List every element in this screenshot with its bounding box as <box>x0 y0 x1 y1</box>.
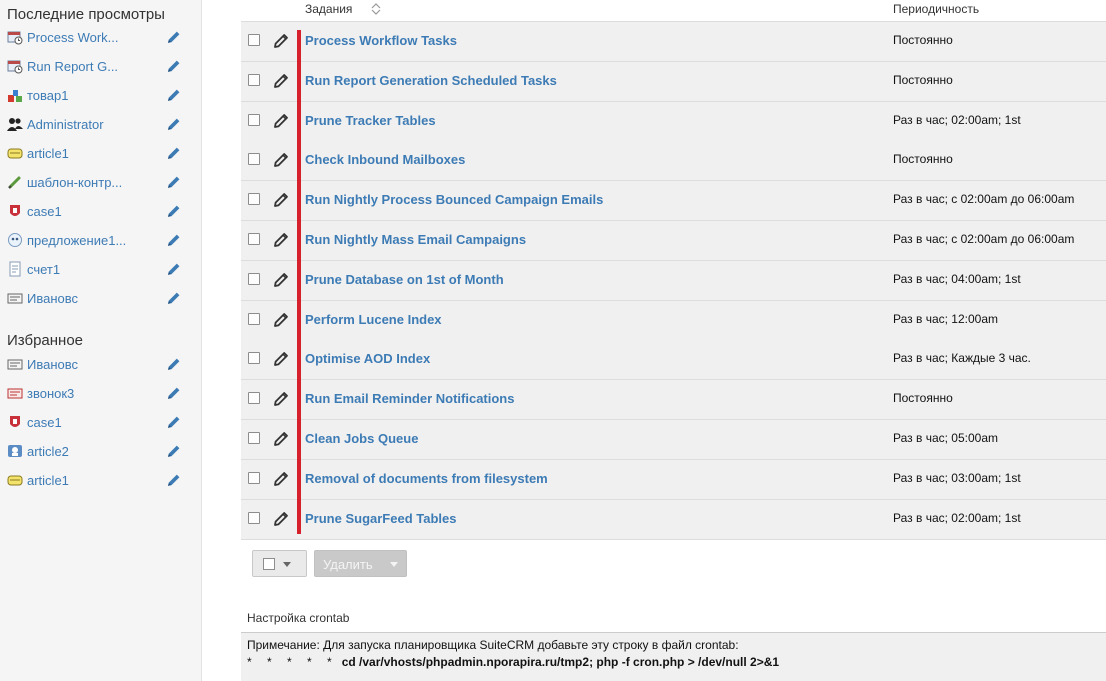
row-checkbox[interactable] <box>248 352 260 364</box>
table-row <box>241 181 1106 221</box>
sidebar-item[interactable] <box>0 113 200 135</box>
contact-card-icon <box>7 356 23 372</box>
task-frequency: Раз в час; 05:00am <box>893 431 998 445</box>
edit-pencil-icon[interactable] <box>272 271 290 289</box>
row-checkbox[interactable] <box>248 114 260 126</box>
row-checkbox[interactable] <box>248 472 260 484</box>
table-row <box>241 500 1106 540</box>
contact-card-icon <box>7 290 23 306</box>
sidebar-item[interactable] <box>0 469 200 491</box>
sidebar-item[interactable] <box>0 26 200 48</box>
edit-pencil-icon[interactable] <box>166 174 182 190</box>
scheduler-list-view <box>241 0 1106 681</box>
table-row <box>241 141 1106 181</box>
edit-pencil-icon[interactable] <box>166 472 182 488</box>
task-frequency: Постоянно <box>893 33 953 47</box>
table-row <box>241 261 1106 301</box>
edit-pencil-icon[interactable] <box>272 430 290 448</box>
table-header <box>241 0 1106 22</box>
sidebar-item-label[interactable]: article1 <box>27 472 69 488</box>
task-frequency: Раз в час; Каждые 3 час. <box>893 351 1031 366</box>
edit-pencil-icon[interactable] <box>166 58 182 74</box>
highlight-annotation-bar <box>297 30 301 534</box>
sidebar-item-label[interactable]: Ивановс <box>27 290 79 306</box>
quote-icon <box>7 232 23 248</box>
users-icon <box>7 116 23 132</box>
row-checkbox[interactable] <box>248 153 260 165</box>
bulk-select-dropdown[interactable] <box>252 550 307 577</box>
task-name-link[interactable]: Prune Database on 1st of Month <box>305 271 504 287</box>
task-name-link[interactable]: Prune SugarFeed Tables <box>305 510 457 526</box>
template-icon <box>7 174 23 190</box>
sidebar-item[interactable] <box>0 84 200 106</box>
kb-article-icon <box>7 145 23 161</box>
sidebar-item[interactable] <box>0 287 200 309</box>
table-row <box>241 380 1106 420</box>
select-all-checkbox[interactable] <box>263 558 275 570</box>
scheduler-icon <box>7 58 23 74</box>
sort-icon[interactable] <box>371 3 381 15</box>
edit-pencil-icon[interactable] <box>272 510 290 528</box>
product-icon <box>7 87 23 103</box>
edit-pencil-icon[interactable] <box>166 385 182 401</box>
task-name-link[interactable]: Check Inbound Mailboxes <box>305 152 466 168</box>
crontab-note: Примечание: Для запуска планировщика SuiteCRM добавьте эту строку в файл crontab: <box>247 638 739 652</box>
crontab-stars: * * * * * <box>247 655 338 669</box>
edit-pencil-icon[interactable] <box>166 356 182 372</box>
table-row <box>241 221 1106 261</box>
edit-pencil-icon[interactable] <box>272 32 290 50</box>
task-name-link[interactable]: Run Nightly Process Bounced Campaign Emails <box>305 192 604 208</box>
task-name-link[interactable]: Clean Jobs Queue <box>305 431 419 446</box>
favorites-title: Избранное <box>7 332 84 349</box>
row-checkbox[interactable] <box>248 233 260 245</box>
case-icon <box>7 414 23 430</box>
task-frequency: Постоянно <box>893 391 953 406</box>
sidebar-item[interactable] <box>0 171 200 193</box>
sidebar-item[interactable] <box>0 200 200 222</box>
sidebar-item[interactable] <box>0 382 200 404</box>
task-frequency: Раз в час; 04:00am; 1st <box>893 271 1021 286</box>
edit-pencil-icon[interactable] <box>166 116 182 132</box>
delete-button-label: Удалить <box>323 557 373 572</box>
row-checkbox[interactable] <box>248 193 260 205</box>
task-frequency: Раз в час; 02:00am; 1st <box>893 112 1021 127</box>
sidebar-item-label[interactable]: звонок3 <box>27 385 75 401</box>
sidebar-item-label[interactable]: Run Report G... <box>27 58 119 74</box>
sidebar-item-label[interactable]: case1 <box>27 414 62 430</box>
call-icon <box>7 385 23 401</box>
sidebar-item-label[interactable]: Process Work... <box>27 29 119 45</box>
edit-pencil-icon[interactable] <box>272 151 290 169</box>
task-name-link[interactable]: Process Workflow Tasks <box>305 33 457 48</box>
article-icon <box>7 443 23 459</box>
sidebar-item-label[interactable]: Ивановс <box>27 356 79 372</box>
edit-pencil-icon[interactable] <box>166 87 182 103</box>
task-name-link[interactable]: Run Report Generation Scheduled Tasks <box>305 72 557 88</box>
edit-pencil-icon[interactable] <box>166 414 182 430</box>
caret-down-icon <box>390 562 398 567</box>
row-checkbox[interactable] <box>248 273 260 285</box>
edit-pencil-icon[interactable] <box>166 145 182 161</box>
row-checkbox[interactable] <box>248 432 260 444</box>
row-checkbox[interactable] <box>248 34 260 46</box>
sidebar-item-label[interactable]: case1 <box>27 203 62 219</box>
edit-pencil-icon[interactable] <box>166 290 182 306</box>
sidebar-item-label[interactable]: счет1 <box>27 261 61 277</box>
table-row <box>241 22 1106 62</box>
task-frequency: Раз в час; с 02:00am до 06:00am <box>893 192 1075 207</box>
table-row <box>241 301 1106 341</box>
task-frequency: Постоянно <box>893 72 953 87</box>
table-row <box>241 102 1106 142</box>
task-frequency: Постоянно <box>893 152 953 167</box>
row-checkbox[interactable] <box>248 512 260 524</box>
task-name-link[interactable]: Optimise AOD Index <box>305 351 431 367</box>
case-icon <box>7 203 23 219</box>
sidebar-item-label[interactable]: Administrator <box>27 116 104 132</box>
edit-pencil-icon[interactable] <box>166 443 182 459</box>
column-header-task[interactable]: Задания <box>305 2 353 16</box>
task-name-link[interactable]: Removal of documents from filesystem <box>305 470 548 486</box>
edit-pencil-icon[interactable] <box>272 470 290 488</box>
sidebar-item[interactable] <box>0 258 200 280</box>
task-name-link[interactable]: Perform Lucene Index <box>305 311 442 327</box>
sidebar-item[interactable] <box>0 229 200 251</box>
row-checkbox[interactable] <box>248 313 260 325</box>
edit-pencil-icon[interactable] <box>272 231 290 249</box>
sidebar-item[interactable] <box>0 411 200 433</box>
edit-pencil-icon[interactable] <box>272 350 290 368</box>
edit-pencil-icon[interactable] <box>272 311 290 329</box>
crontab-command-line <box>247 655 779 669</box>
invoice-icon <box>7 261 23 277</box>
kb-article-icon <box>7 472 23 488</box>
task-frequency: Раз в час; с 02:00am до 06:00am <box>893 232 1075 246</box>
sidebar-item[interactable] <box>0 440 200 462</box>
task-name-link[interactable]: Run Nightly Mass Email Campaigns <box>305 232 527 247</box>
scheduler-icon <box>7 29 23 45</box>
edit-pencil-icon[interactable] <box>272 390 290 408</box>
task-name-link[interactable]: Run Email Reminder Notifications <box>305 391 515 407</box>
task-name-link[interactable]: Prune Tracker Tables <box>305 112 436 128</box>
edit-pencil-icon[interactable] <box>166 29 182 45</box>
sidebar-item-label[interactable]: article2 <box>27 443 69 459</box>
sidebar <box>0 0 202 681</box>
edit-pencil-icon[interactable] <box>166 261 182 277</box>
task-frequency: Раз в час; 02:00am; 1st <box>893 510 1021 525</box>
edit-pencil-icon[interactable] <box>272 72 290 90</box>
table-row <box>241 460 1106 500</box>
recently-viewed-title: Последние просмотры <box>7 6 165 23</box>
table-row <box>241 62 1106 102</box>
delete-button[interactable] <box>314 550 407 577</box>
sidebar-item[interactable] <box>0 55 200 77</box>
table-row <box>241 420 1106 460</box>
table-row <box>241 340 1106 380</box>
column-header-frequency: Периодичность <box>893 2 980 16</box>
caret-down-icon <box>283 562 291 567</box>
sidebar-item[interactable] <box>0 353 200 375</box>
sidebar-item-label[interactable]: товар1 <box>27 87 69 103</box>
sidebar-item-label[interactable]: article1 <box>27 145 69 161</box>
row-checkbox[interactable] <box>248 74 260 86</box>
sidebar-item-label[interactable]: предложение1... <box>27 232 127 248</box>
sidebar-item[interactable] <box>0 142 200 164</box>
sidebar-item-label[interactable]: шаблон-контр... <box>27 174 123 190</box>
crontab-command: cd /var/vhosts/phpadmin.nporapira.ru/tmp2; php -f cron.php > /dev/null 2>&1 <box>341 655 780 669</box>
edit-pencil-icon[interactable] <box>272 112 290 130</box>
task-frequency: Раз в час; 03:00am; 1st <box>893 470 1021 485</box>
crontab-box <box>241 632 1106 681</box>
task-frequency: Раз в час; 12:00am <box>893 311 998 326</box>
edit-pencil-icon[interactable] <box>166 203 182 219</box>
edit-pencil-icon[interactable] <box>272 191 290 209</box>
crontab-title: Настройка crontab <box>247 611 350 625</box>
row-checkbox[interactable] <box>248 392 260 404</box>
edit-pencil-icon[interactable] <box>166 232 182 248</box>
